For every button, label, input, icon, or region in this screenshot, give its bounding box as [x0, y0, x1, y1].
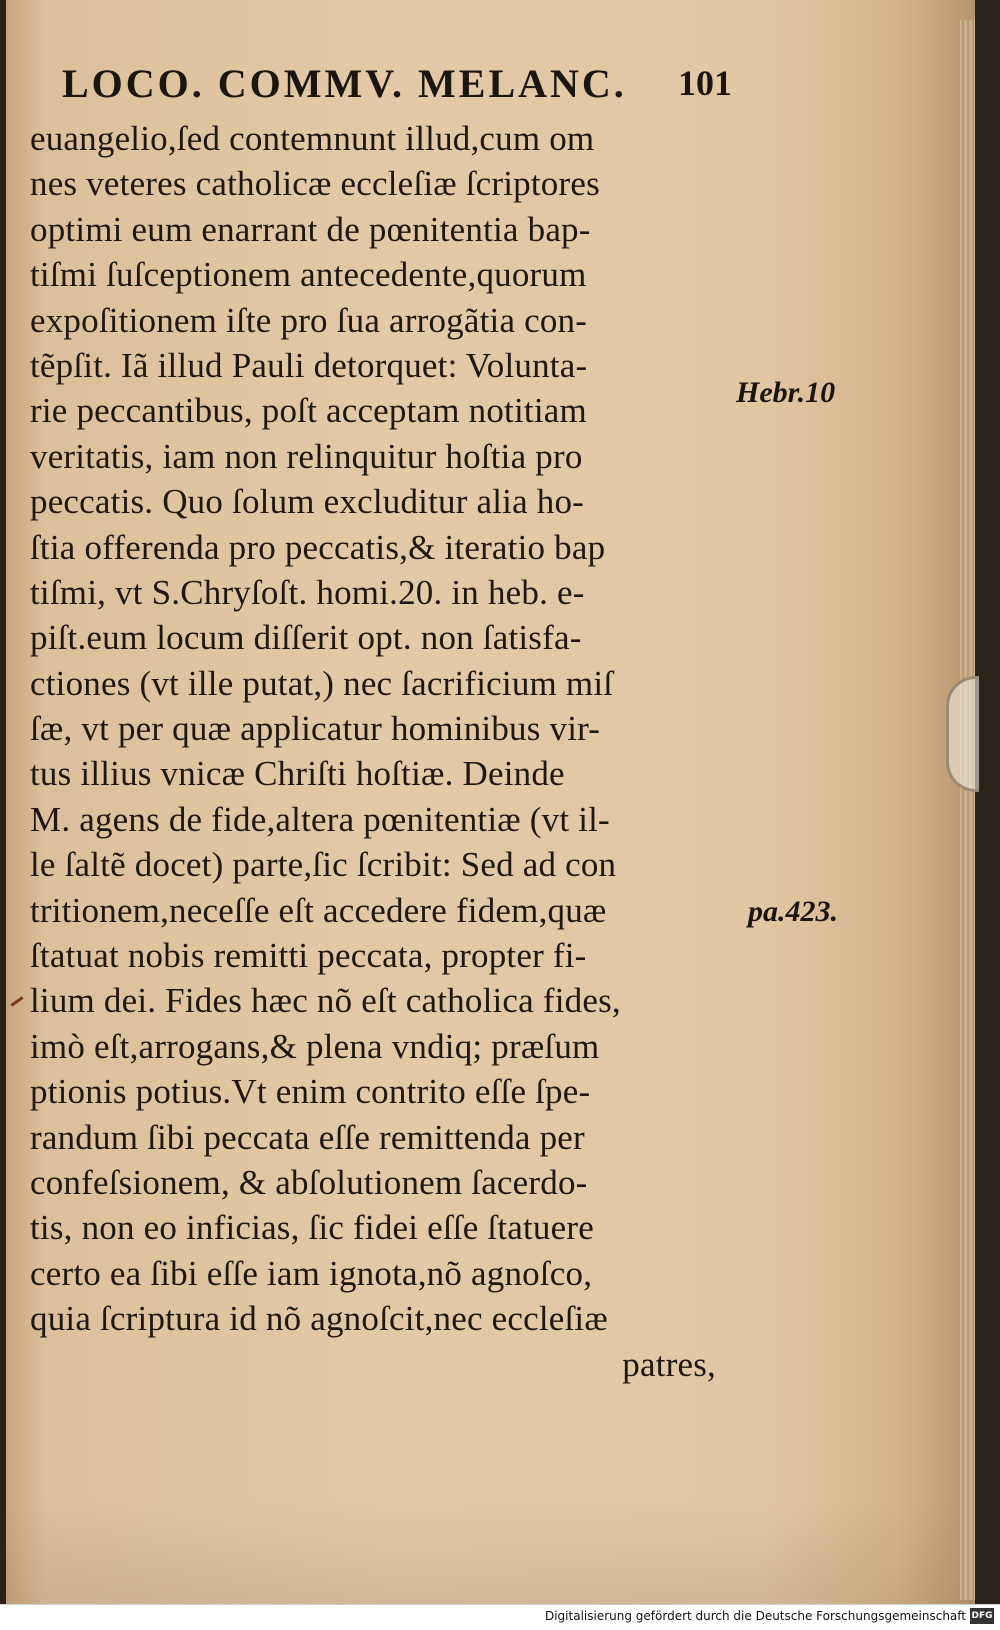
text-line: tiſmi ſuſceptionem antecedente,quorum — [30, 255, 587, 295]
text-line: peccatis. Quo ſolum excluditur alia ho- — [30, 482, 585, 522]
text-line: euangelio,ſed contemnunt illud,cum om — [30, 119, 595, 158]
text-line: ſtia offerenda pro peccatis,& iteratio bap — [30, 527, 606, 567]
text-line: piſt.eum locum diſſerit opt. non ſatisfa- — [30, 618, 582, 658]
running-title: LOCO. COMMV. MELANC. — [62, 61, 627, 106]
margin-note-page-ref: pa.423. — [748, 895, 838, 928]
text-line: le ſaltẽ docet) parte,ſic ſcribit: Sed ad con — [30, 845, 617, 885]
text-line: ſtatuat nobis remitti peccata, propter fi- — [30, 936, 587, 976]
text-line: veritatis, iam non relinquitur hoſtia pro — [30, 436, 583, 476]
text-line: optimi eum enarrant de pœnitentia bap- — [30, 209, 591, 249]
footer-credit: Digitalisierung gefördert durch die Deutsche Forschungsgemeinschaft — [544, 1609, 966, 1623]
text-line: expoſitionem iſte pro ſua arrogãtia con- — [30, 300, 588, 340]
main-text — [30, 116, 730, 1387]
text-line: nes veteres catholicæ eccleſiæ ſcriptores — [30, 164, 600, 204]
text-line: certo ea ſibi eſſe iam ignota,nõ agnoſco, — [30, 1253, 593, 1293]
text-line: rie peccantibus, poſt acceptam notitiam — [30, 391, 587, 431]
text-line: randum ſibi peccata eſſe remittenda per — [30, 1117, 585, 1157]
text-line: ſæ, vt per quæ applicatur hominibus vir- — [30, 709, 601, 749]
dfg-logo: DFG — [970, 1608, 994, 1624]
text-line: tẽpſit. Iã illud Pauli detorquet: Volunta- — [30, 345, 588, 385]
text-line: quia ſcriptura id nõ agnoſcit,nec eccleſiæ — [30, 1299, 608, 1339]
text-line: tus illius vnicæ Chriſti hoſtiæ. Deinde — [30, 754, 565, 794]
text-line: confeſsionem, & abſolutionem ſacerdo- — [30, 1162, 588, 1202]
text-line: lium dei. Fides hæc nõ eſt catholica fides, — [30, 981, 621, 1021]
text-line: tiſmi, vt S.Chryſoſt. homi.20. in heb. e- — [30, 572, 585, 612]
catchword: patres, — [622, 1344, 716, 1384]
page-clip — [946, 676, 979, 792]
text-line: M. agens de fide,altera pœnitentiæ (vt il- — [30, 799, 610, 839]
text-line: tritionem,neceſſe eſt accedere fidem,quæ — [30, 890, 607, 930]
page-stain — [6, 1500, 975, 1604]
scan-border-right — [975, 0, 1000, 1629]
text-line: ctiones (vt ille putat,) nec ſacrificium miſ — [30, 663, 614, 703]
page-number: 101 — [678, 63, 732, 103]
margin-note-hebr: Hebr.10 — [736, 376, 836, 409]
text-line: tis, non eo inficias, ſic fidei eſſe ſtatuere — [30, 1208, 594, 1248]
text-line: imò eſt,arrogans,& plena vndiq; præſum — [30, 1026, 600, 1066]
text-line: ptionis potius.Vt enim contrito eſſe ſpe- — [30, 1072, 591, 1112]
